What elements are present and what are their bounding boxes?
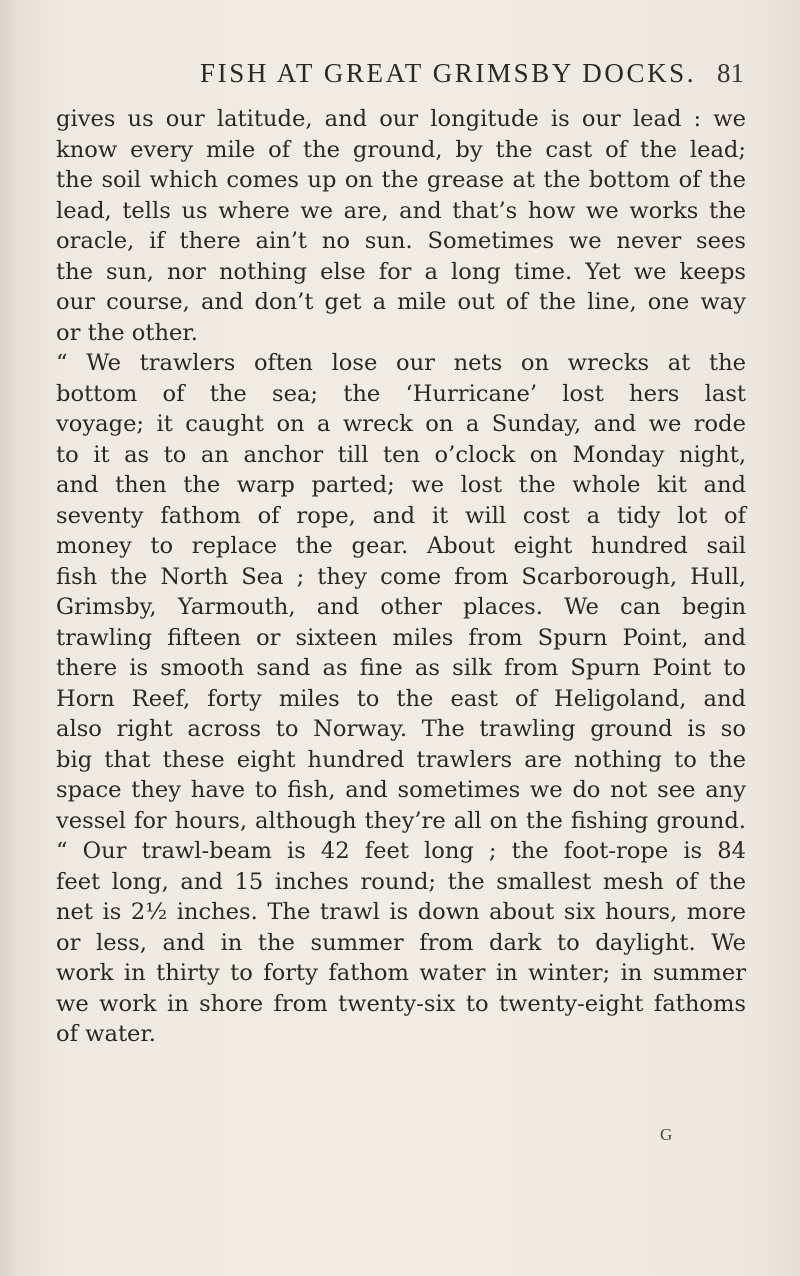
text-line: feet long, and 15 inches round; the smallest mesh of the xyxy=(56,868,746,895)
text-line: net is 2½ inches. The trawl is down about six hours, more xyxy=(56,899,746,925)
text-line: or the other. xyxy=(56,319,198,346)
text-line: bottom of the sea; the ‘Hurricane’ lost hers last xyxy=(56,380,746,407)
text-line: big that these eight hundred trawlers are nothing to the xyxy=(56,746,746,773)
text-line: voyage; it caught on a wreck on a Sunday, and we rode xyxy=(56,411,746,437)
text-line: there is smooth sand as fine as silk from Spurn Point to xyxy=(56,655,746,681)
text-line: “ We trawlers often lose our nets on wrecks at the xyxy=(56,350,746,376)
text-line: gives us our latitude, and our longitude is our lead : we xyxy=(56,106,746,132)
text-line: we work in shore from twenty-six to twenty-eight fathoms xyxy=(56,990,746,1017)
page-header xyxy=(0,58,800,98)
running-head: FISH AT GREAT GRIMSBY DOCKS. xyxy=(200,58,697,88)
text-line: Grimsby, Yarmouth, and other places. We can begin xyxy=(56,594,746,620)
text-line: money to replace the gear. About eight hundred sail xyxy=(56,533,746,559)
text-line: seventy fathom of rope, and it will cost a tidy lot of xyxy=(56,502,746,529)
page-number: 81 xyxy=(717,58,744,88)
text-line: “ Our trawl-beam is 42 feet long ; the foot-rope is 84 xyxy=(56,838,746,864)
text-line: or less, and in the summer from dark to daylight. We xyxy=(56,929,746,956)
text-line: our course, and don’t get a mile out of the line, one way xyxy=(56,289,746,315)
text-line: vessel for hours, although they’re all on the fishing ground. xyxy=(56,807,746,834)
text-line: the sun, nor nothing else for a long time. Yet we keeps xyxy=(56,258,746,285)
text-line: work in thirty to forty fathom water in winter; in summer xyxy=(56,960,746,986)
text-line: trawling fifteen or sixteen miles from Spurn Point, and xyxy=(56,624,746,651)
text-line: Horn Reef, forty miles to the east of Heligoland, and xyxy=(56,685,746,712)
text-line: space they have to fish, and sometimes we do not see any xyxy=(56,777,746,803)
text-line: also right across to Norway. The trawling ground is so xyxy=(56,716,746,742)
text-line: oracle, if there ain’t no sun. Sometimes we never sees xyxy=(56,228,746,254)
text-line: fish the North Sea ; they come from Scarborough, Hull, xyxy=(56,563,746,590)
text-line: lead, tells us where we are, and that’s how we works the xyxy=(56,197,746,224)
signature-mark: G xyxy=(660,1125,673,1144)
text-line: and then the warp parted; we lost the whole kit and xyxy=(56,472,746,498)
text-line: know every mile of the ground, by the cast of the lead; xyxy=(56,136,746,163)
body-text xyxy=(56,104,746,1050)
text-line: of water. xyxy=(56,1021,156,1047)
text-line: the soil which comes up on the grease at the bottom of the xyxy=(56,167,746,193)
text-line: to it as to an anchor till ten o’clock on Monday night, xyxy=(56,441,746,468)
